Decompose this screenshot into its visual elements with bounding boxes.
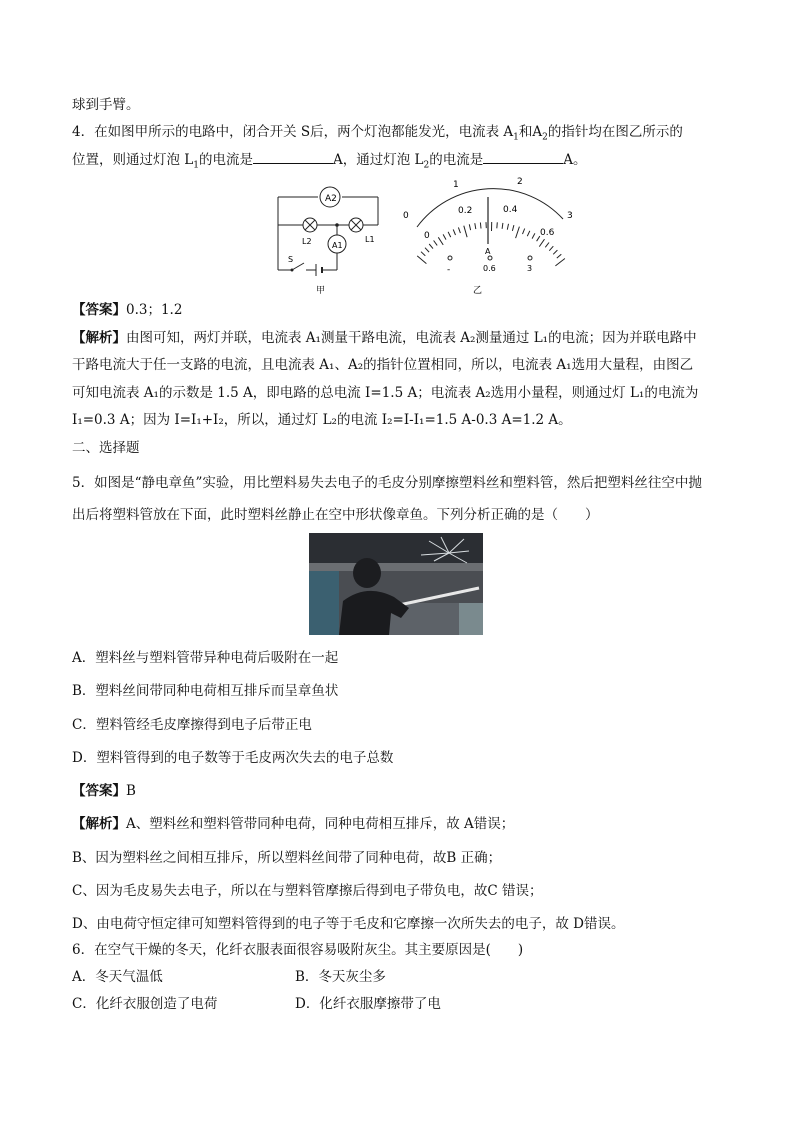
lamp-l1-label: L1 (365, 235, 375, 244)
ammeter-a1-icon (328, 235, 346, 253)
dial-tick (458, 227, 460, 233)
option-5-d: D．塑料管得到的电子数等于毛皮两次失去的电子总数 (72, 750, 394, 766)
dial-tick (464, 226, 467, 238)
dial-tick (507, 224, 508, 230)
question-6: 6．在空气干燥的冬天，化纤衣服表面很容易吸附灰尘。其主要原因是( ) (72, 942, 524, 958)
dial-tick (523, 229, 525, 235)
octopus-experiment-photo (309, 533, 483, 635)
dial-tick (516, 227, 520, 239)
battery-icon (316, 264, 322, 276)
scale-label-top-0: 0 (403, 211, 409, 221)
switch-label: S (288, 255, 294, 264)
explanation-5-line-3: C、因为毛皮易失去电子，所以在与塑料管摩擦后得到电子带负电，故C 错误； (72, 883, 543, 899)
explanation-4-line-4: I₁=0.3 A；因为 I=I₁+I₂，所以，通过灯 L₂的电流 I₂=I-I₁=1.5 A-0.3 A=1.2 A。 (72, 412, 572, 428)
answer-blank (483, 151, 563, 164)
answer-5: 【答案】B (72, 783, 136, 799)
question-5-line-1: 5．如图是“静电章鱼”实验，用比塑料易失去电子的毛皮分别摩擦塑料丝和塑料管，然后把塑料丝往空中抛 (72, 475, 702, 491)
dial-tick (527, 231, 530, 236)
dial-tick (448, 232, 451, 237)
dial-tick (557, 254, 562, 258)
scale-label-bottom-04: 0.4 (503, 205, 518, 215)
explanation-5-line-2: B、因为塑料丝之间相互排斥，所以塑料丝间带了同种电荷，故B 正确； (72, 850, 502, 866)
dial-tick (512, 225, 514, 231)
dial-tick (475, 223, 476, 229)
ammeter-a2-icon (320, 187, 340, 207)
scale-label-top-2: 2 (517, 177, 523, 187)
dial-tick (429, 244, 433, 249)
explanation-4-line-3: 可知电流表 A₁的示数是 1.5 A，即电路的总电流 I=1.5 A；电流表 A₂选用小量程，则通过灯 L₁的电流为 (72, 385, 699, 401)
explanation-5-line-4: D、由电荷守恒定律可知塑料管得到的电子等于毛皮和它摩擦一次所失去的电子，故 D错误。 (72, 916, 625, 932)
dial-tick (549, 246, 553, 251)
lamp-l1-icon (349, 218, 363, 232)
answer-blank (253, 151, 333, 164)
terminal-a-label: A (485, 247, 491, 256)
dial-tick (539, 239, 544, 246)
dial-tick (497, 222, 498, 228)
dial-tick (469, 224, 470, 230)
option-6-b: B．冬天灰尘多 (295, 969, 386, 985)
section-heading: 二、选择题 (72, 440, 140, 456)
text-line: 球到手臂。 (72, 97, 140, 113)
scale-label-bottom-0: 0 (424, 231, 430, 241)
figure-yi-caption: 乙 (473, 286, 483, 294)
ammeter-dial (395, 172, 585, 294)
question-5-line-2: 出后将塑料管放在下面，此时塑料丝静止在空中形状像章鱼。下列分析正确的是（ ） (72, 507, 599, 523)
circuit-diagram (270, 180, 390, 295)
terminal-minus-label: - (447, 265, 451, 275)
scale-label-top-3: 3 (567, 211, 573, 221)
question-4-line-1: 4．在如图甲所示的电路中，闭合开关 S后，两个灯泡都能发光，电流表 $A_1$和$A_2$的指针均在图乙所示的 (72, 124, 683, 143)
option-5-c: C．塑料管经毛皮摩擦得到电子后带正电 (72, 717, 312, 733)
svg-text:A1: A1 (332, 241, 343, 250)
dial-tick (417, 256, 426, 264)
explanation-4-line-2: 干路电流大于任一支路的电流，且电流表 A₁、A₂的指针位置相同，所以，电流表 A₁选用大量程，由图乙 (72, 357, 694, 373)
dial-tick (502, 223, 503, 229)
option-5-a: A．塑料丝与塑料管带异种电荷后吸附在一起 (72, 650, 339, 666)
option-5-b: B．塑料丝间带同种电荷相互排斥而呈章鱼状 (72, 683, 339, 699)
dial-tick (438, 237, 443, 245)
scale-label-bottom-06: 0.6 (540, 228, 555, 238)
dial-tick (434, 241, 438, 246)
dial-tick (480, 223, 481, 229)
explanation-5-line-1: 【解析】A、塑料丝和塑料管带同种电荷，同种电荷相互排斥，故 A错误； (72, 816, 515, 832)
dial-tick (425, 248, 429, 252)
answer-4: 【答案】0.3；1.2 (72, 302, 183, 318)
dial-tick (453, 229, 455, 235)
figure-jia-caption: 甲 (316, 286, 326, 295)
scale-label-top-1: 1 (453, 180, 459, 190)
dial-tick (553, 250, 557, 254)
option-6-c: C．化纤衣服创造了电荷 (72, 996, 218, 1012)
question-4-line-2: 位置，则通过灯泡 $L_1$的电流是 A，通过灯泡 $L_2$的电流是 A。 (72, 152, 587, 171)
dial-tick (555, 259, 565, 266)
terminal-3-label: 3 (527, 264, 533, 273)
option-6-a: A．冬天气温低 (72, 969, 163, 985)
lamp-l2-icon (303, 218, 317, 232)
svg-text:A2: A2 (325, 194, 337, 204)
explanation-4-line-1: 【解析】由图可知，两灯并联，电流表 A₁测量干路电流，电流表 A₂测量通过 L₁的电流；因为并联电路中 (72, 330, 697, 346)
option-6-d: D．化纤衣服摩擦带了电 (295, 996, 441, 1012)
dial-tick (421, 252, 425, 256)
lamp-l2-label: L2 (302, 237, 312, 246)
dial-tick (545, 243, 549, 248)
dial-tick (443, 234, 446, 239)
dial-tick (532, 233, 535, 238)
terminal-06-label: 0.6 (483, 264, 496, 273)
scale-label-bottom-02: 0.2 (458, 206, 473, 216)
